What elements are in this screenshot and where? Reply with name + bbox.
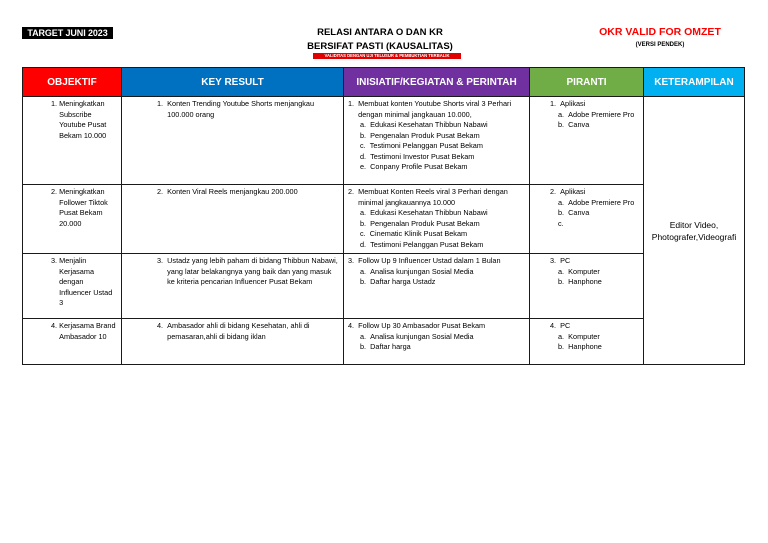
key-result-number: 4.	[157, 321, 164, 330]
list-item: a. Komputer	[558, 266, 600, 276]
piranti-text: PC	[560, 256, 571, 265]
objektif-text: Meningkatkan Subscribe Youtube Pusat Bekam 10.000	[59, 99, 107, 140]
table-row	[23, 254, 745, 319]
inisiatif-text: Follow Up 30 Ambasador Pusat Bekam	[358, 321, 486, 330]
header-key-result: KEY RESULT	[122, 68, 344, 97]
piranti-number: 3.	[550, 256, 557, 265]
list-item: a. Adobe Premiere Pro	[558, 197, 635, 207]
piranti-number: 2.	[550, 187, 557, 196]
inisiatif-number: 4.	[348, 321, 355, 330]
objektif-cell	[23, 319, 122, 365]
piranti-text: Aplikasi	[560, 187, 586, 196]
key-result-cell	[122, 254, 344, 319]
table-header-row	[23, 68, 745, 97]
list-item: a. Analisa kunjungan Sosial Media	[360, 266, 474, 276]
objektif-text: Meningkatkan Follower Tiktok Pusat Bekam 20.000	[59, 187, 108, 228]
table-row	[23, 97, 745, 185]
piranti-text: Aplikasi	[560, 99, 586, 108]
table-row	[23, 185, 745, 254]
header-inisiatif: INISIATIF/KEGIATAN & PERINTAH	[344, 68, 530, 97]
document-subtitle: BERSIFAT PASTI (KAUSALITAS)	[307, 41, 453, 52]
objektif-text: Kerjasama Brand Ambasador 10	[59, 321, 116, 341]
objektif-number: 3.	[51, 256, 58, 265]
list-item: b. Hanphone	[558, 277, 602, 286]
inisiatif-text: Membuat Konten Reels viral 3 Perhari dengan minimal jangkauannya 10.000	[358, 187, 508, 207]
piranti-cell	[530, 254, 644, 319]
list-item: a. Edukasi Kesehatan Thibbun Nabawi	[360, 120, 488, 129]
list-item: b. Pengenalan Produk Pusat Bekam	[360, 130, 480, 140]
piranti-cell	[530, 319, 644, 365]
list-item: b. Hanphone	[558, 342, 602, 351]
inisiatif-text: Membuat konten Youtube Shorts viral 3 Perhari dengan minimal jangkauan 10.000,	[358, 99, 512, 119]
okr-table	[22, 67, 745, 365]
key-result-number: 1.	[157, 99, 164, 108]
inisiatif-cell	[344, 185, 530, 254]
list-item: b. Pengenalan Produk Pusat Bekam	[360, 218, 480, 228]
piranti-number: 4.	[550, 321, 557, 330]
piranti-cell	[530, 185, 644, 254]
table-row	[23, 319, 745, 365]
key-result-text: Konten Viral Reels menjangkau 200.000	[167, 187, 298, 196]
key-result-cell	[122, 185, 344, 254]
key-result-text: Konten Trending Youtube Shorts menjangkau 100.000 orang	[167, 99, 315, 119]
list-item: c. Cinematic Klinik Pusat Bekam	[360, 229, 468, 238]
inisiatif-number: 1.	[348, 99, 355, 108]
list-item: b. Canva	[558, 208, 590, 217]
list-item: a. Adobe Premiere Pro	[558, 109, 635, 119]
list-item: c.	[558, 218, 564, 228]
list-item: b. Daftar harga	[360, 342, 411, 351]
piranti-number: 1.	[550, 99, 557, 108]
objektif-number: 1.	[51, 99, 58, 108]
objektif-number: 2.	[51, 187, 58, 196]
document-title: RELASI ANTARA O DAN KR	[317, 27, 443, 38]
objektif-cell	[23, 185, 122, 254]
objektif-cell	[23, 254, 122, 319]
target-tag: TARGET JUNI 2023	[22, 27, 113, 39]
keterampilan-line2: Photografer,Videografi	[651, 231, 737, 242]
key-result-text: Ambasador ahli di bidang Kesehatan, ahli di pemasaran,ahli di bidang iklan	[167, 321, 310, 341]
version-label: (VERSI PENDEK)	[635, 42, 685, 48]
keterampilan-line1: Editor Video,	[669, 219, 719, 230]
list-item: d. Testimoni Pelanggan Pusat Bekam	[360, 239, 484, 249]
list-item: d. Testimoni Investor Pusat Bekam	[360, 151, 475, 161]
objektif-cell	[23, 97, 122, 185]
header-keterampilan: KETERAMPILAN	[644, 68, 745, 97]
piranti-text: PC	[560, 321, 571, 330]
inisiatif-text: Follow Up 9 Influencer Ustad dalam 1 Bulan	[358, 256, 501, 265]
inisiatif-number: 3.	[348, 256, 355, 265]
list-item: c. Testimoni Pelanggan Pusat Bekam	[360, 141, 483, 150]
inisiatif-cell	[344, 254, 530, 319]
key-result-number: 2.	[157, 187, 164, 196]
list-item: a. Analisa kunjungan Sosial Media	[360, 331, 474, 341]
inisiatif-number: 2.	[348, 187, 355, 196]
key-result-cell	[122, 97, 344, 185]
header-piranti: PIRANTI	[530, 68, 644, 97]
list-item: b. Canva	[558, 120, 590, 129]
keterampilan-cell	[644, 97, 745, 365]
validation-note: VALIDITAS DENGAN UJI TELUSUR & PEMBUKTIAN TERBALIK	[313, 53, 461, 59]
key-result-number: 3.	[157, 256, 164, 265]
objektif-number: 4.	[51, 321, 58, 330]
list-item: b. Daftar harga Ustadz	[360, 277, 436, 286]
key-result-cell	[122, 319, 344, 365]
key-result-text: Ustadz yang lebih paham di bidang Thibbun Nabawi, yang latar belakangnya yang baik dan yang masuk ke kriteria pencarian Influencer Pusat Bekam	[167, 256, 338, 286]
list-item: e. Conpany Profile Pusat Bekam	[360, 162, 468, 171]
inisiatif-cell	[344, 97, 530, 185]
objektif-text: Menjalin Kerjasama dengan Influencer Ustad 3	[59, 256, 113, 307]
list-item: a. Komputer	[558, 331, 600, 341]
list-item: a. Edukasi Kesehatan Thibbun Nabawi	[360, 208, 488, 217]
inisiatif-cell	[344, 319, 530, 365]
piranti-cell	[530, 97, 644, 185]
header-objektif: OBJEKTIF	[23, 68, 122, 97]
okr-label: OKR VALID FOR OMZET	[599, 26, 721, 38]
